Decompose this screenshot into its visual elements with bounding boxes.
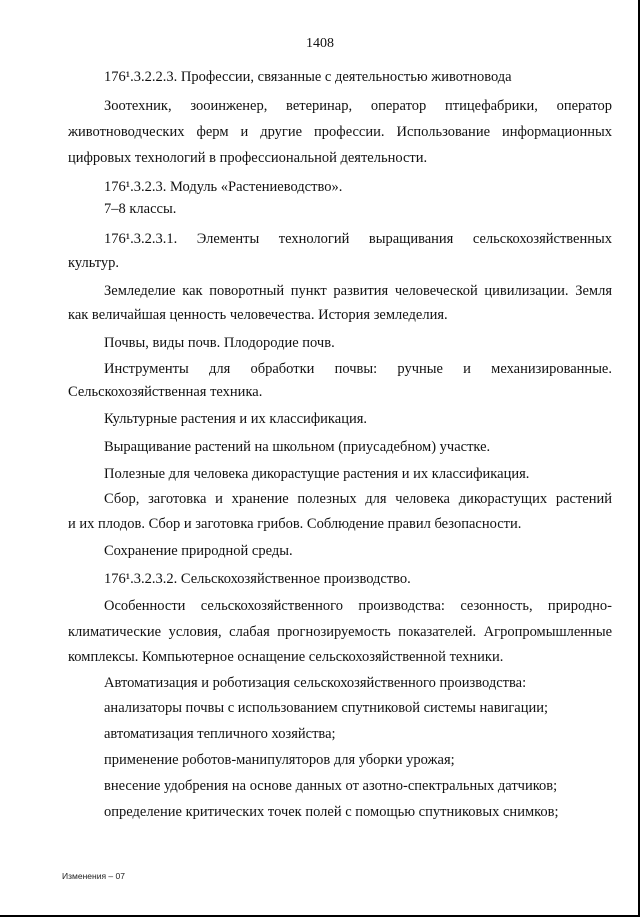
list-item: автоматизация тепличного хозяйства;	[104, 726, 336, 742]
list-item: определение критических точек полей с помощью спутниковых снимков;	[104, 804, 559, 820]
text-line: Сохранение природной среды.	[104, 543, 293, 559]
text-line: Выращивание растений на школьном (приусадебном) участке.	[104, 439, 491, 455]
list-item: анализаторы почвы с использованием спутниковой системы навигации;	[104, 700, 549, 716]
text-line: Автоматизация и роботизация сельскохозяйственного производства:	[104, 675, 527, 691]
section-heading: 176¹.3.2.3.1. Элементы технологий выращивания сельскохозяйственных	[104, 231, 612, 247]
text-line: Сбор, заготовка и хранение полезных для человека дикорастущих растений	[104, 491, 612, 507]
text-line: Инструменты для обработки почвы: ручные и механизированные.	[104, 361, 612, 377]
list-item: применение роботов-манипуляторов для уборки урожая;	[104, 752, 455, 768]
grade-label: 7–8 классы.	[104, 201, 177, 217]
text-line: животноводческих ферм и другие профессии. Использование информационных	[68, 124, 612, 140]
text-line: Культурные растения и их классификация.	[104, 411, 368, 427]
section-heading: 176¹.3.2.3.2. Сельскохозяйственное производство.	[104, 571, 411, 587]
text-line: Особенности сельскохозяйственного производства: сезонность, природно-	[104, 598, 612, 614]
section-heading: 176¹.3.2.2.3. Профессии, связанные с деятельностью животновода	[104, 69, 512, 85]
text-line: климатические условия, слабая прогнозируемость показателей. Агропромышленные	[68, 624, 612, 640]
text-line: Земледелие как поворотный пункт развития человеческой цивилизации. Земля	[104, 283, 612, 299]
text-line: Зоотехник, зооинженер, ветеринар, оператор птицефабрики, оператор	[104, 98, 612, 114]
section-heading: 176¹.3.2.3. Модуль «Растениеводство».	[104, 179, 343, 195]
footer-note: Изменения – 07	[62, 871, 125, 881]
text-line: цифровых технологий в профессиональной деятельности.	[68, 150, 428, 166]
page-number: 1408	[306, 36, 334, 51]
text-line: комплексы. Компьютерное оснащение сельскохозяйственной техники.	[68, 649, 504, 665]
text-line: как величайшая ценность человечества. История земледелия.	[68, 307, 448, 323]
text-line: Полезные для человека дикорастущие растения и их классификация.	[104, 466, 530, 482]
list-item: внесение удобрения на основе данных от азотно-спектральных датчиков;	[104, 778, 558, 794]
text-line: Сельскохозяйственная техника.	[68, 384, 263, 400]
text-line: культур.	[68, 255, 120, 271]
text-line: и их плодов. Сбор и заготовка грибов. Соблюдение правил безопасности.	[68, 516, 522, 532]
text-line: Почвы, виды почв. Плодородие почв.	[104, 335, 335, 351]
